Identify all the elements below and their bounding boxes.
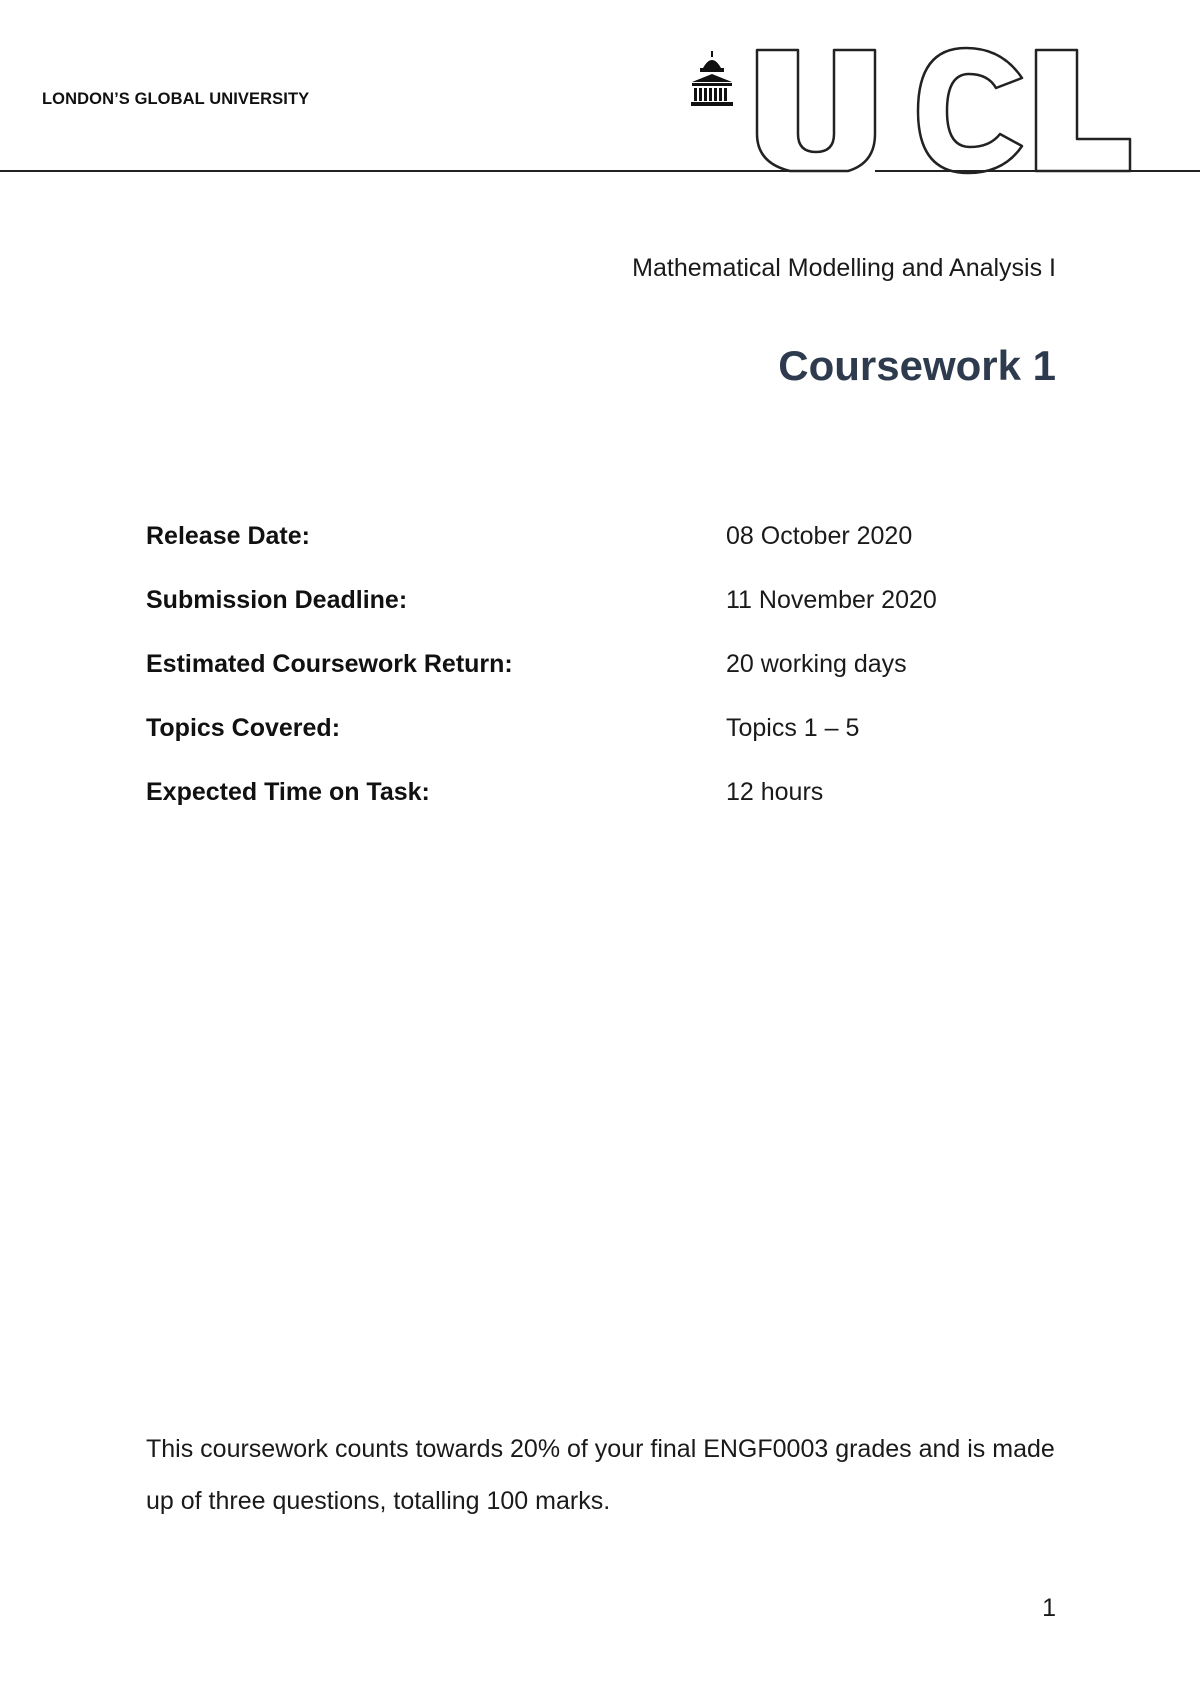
- detail-label: Estimated Coursework Return:: [146, 650, 513, 678]
- page-number: 1: [1042, 1594, 1056, 1622]
- logo-letter-c: [918, 48, 1022, 173]
- detail-value: Topics 1 – 5: [726, 714, 860, 742]
- document-header: [0, 0, 1200, 180]
- detail-row-topics-covered: [146, 714, 1056, 778]
- detail-value: 20 working days: [726, 650, 907, 678]
- detail-label: Release Date:: [146, 522, 310, 550]
- ucl-logo: [0, 0, 1200, 180]
- university-tagline: LONDON’S GLOBAL UNIVERSITY: [42, 90, 310, 108]
- logo-letter-u: [757, 50, 875, 171]
- course-name: Mathematical Modelling and Analysis I: [632, 254, 1056, 282]
- detail-value: 08 October 2020: [726, 522, 913, 550]
- detail-label: Submission Deadline:: [146, 586, 408, 614]
- logo-letter-l: [1036, 50, 1130, 171]
- detail-label: Expected Time on Task:: [146, 778, 430, 806]
- detail-row-submission-deadline: [146, 586, 1056, 650]
- detail-value: 11 November 2020: [726, 586, 937, 614]
- coursework-details: [146, 522, 1056, 842]
- detail-label: Topics Covered:: [146, 714, 341, 742]
- detail-row-release-date: [146, 522, 1056, 586]
- page-title: Coursework 1: [778, 342, 1056, 389]
- detail-row-time-on-task: [146, 778, 1056, 842]
- portico-dome-icon: [691, 51, 733, 106]
- detail-row-coursework-return: [146, 650, 1056, 714]
- detail-value: 12 hours: [726, 778, 824, 806]
- coursework-summary: This coursework counts towards 20% of your final ENGF0003 grades and is made up of three questions, totalling 100 marks.: [146, 1435, 1055, 1515]
